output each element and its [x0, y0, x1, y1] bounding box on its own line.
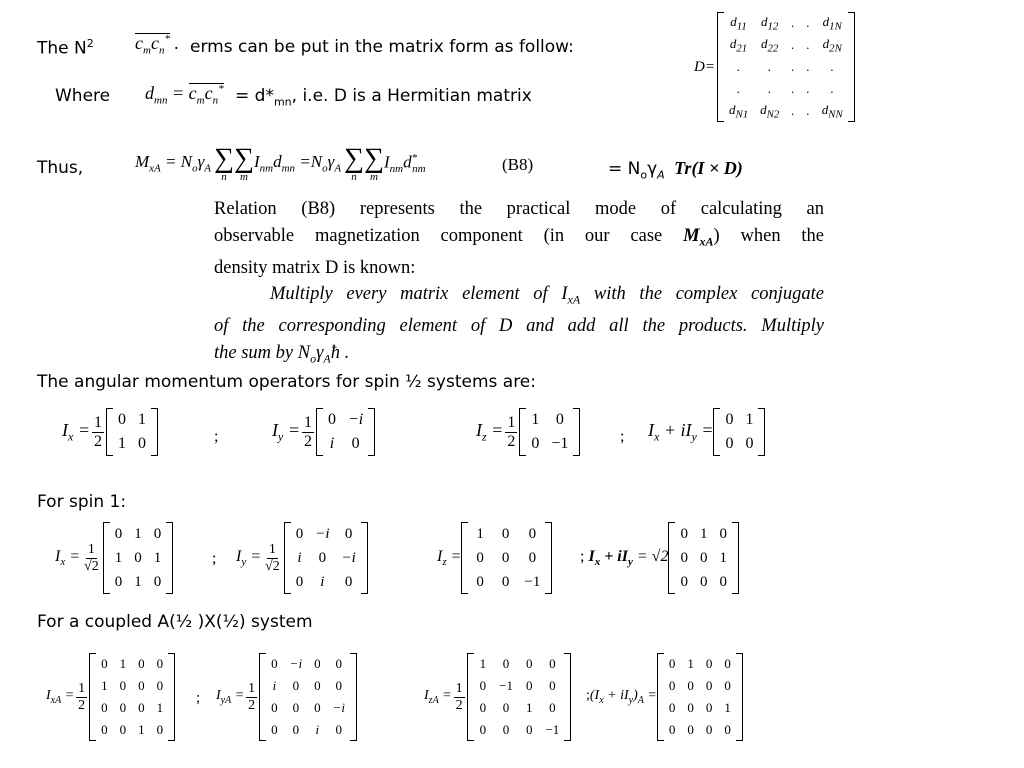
relation-paragraph: Relation (B8) represents the practical mode of calculating an observable magnetization component (in our case $M_{xA}$) when the density matrix D is known: Multiply every matrix element of $I_{xA}$ with the complex conjugate of the corresponding element of D and add all the products. Multiply the sum by $N_o\gamma_Aħ$ .	[214, 199, 824, 366]
iy-half-operator: $I_y$ = $\frac{1}{2}$ 0 −i i 0	[272, 408, 375, 456]
thus-label: Thus,	[37, 158, 84, 178]
where-rhs: = $d*_{mn}$, i.e. D is a Hermitian matrix	[235, 86, 532, 109]
ix-one-operator: $I_x$ = $\frac{1}{√2}$ 0 1 0 1 0 1 0 1 0	[55, 522, 173, 594]
separator: ;	[214, 428, 219, 445]
density-matrix	[694, 12, 855, 122]
separator: ;	[620, 428, 625, 445]
where-label: Where	[55, 86, 111, 106]
separator: ;	[212, 550, 217, 567]
intro-suffix: erms can be put in the matrix form as follow:	[190, 37, 574, 57]
b8-tag: (B8)	[502, 155, 534, 174]
separator: ;	[196, 690, 201, 706]
dmn-formula: $d_{mn} = c_mc_n^*$	[145, 83, 224, 107]
intro-line: The $N^2$	[37, 37, 94, 59]
ixa-operator: $I_{xA}$ = $\frac{1}{2}$ 0 1 0 0 1 0 0 0 0 0 0 1 0 0 1 0	[46, 653, 175, 741]
iza-operator: $I_{zA}$ = $\frac{1}{2}$ 1 0 0 0 0 −1 0 0 0 0 1 0 0 0 0 −1	[424, 653, 571, 741]
d-matrix-label: D=	[694, 58, 715, 75]
iz-one-operator: $I_z$ = 1 0 0 0 0 0 0 0 −1	[437, 522, 552, 594]
iy-one-operator: $I_y$ = $\frac{1}{√2}$ 0 −i 0 i 0 −i 0 i 0	[236, 522, 368, 594]
iya-operator: $I_{yA}$ = $\frac{1}{2}$ 0 −i 0 0 i 0 0 0 0 0 0 −i 0 0 i 0	[216, 653, 357, 741]
trace-formula: = $N_o\gamma_A$ Tr(I × D)	[608, 158, 743, 182]
iplus-one-operator: ; $I_x + iI_y = √2$ 0 1 0 0 0 1 0 0 0	[580, 522, 739, 594]
spin-one-title: For spin 1:	[37, 492, 127, 512]
d-matrix-table: $d_{11}$ $d_{12}$ . . $d_{1N}$ $d_{21}$ $d_{22}$ . . $d_{2N}$ . . . . . . . . . . $d_{N1}$ $d_{N2}$ . . $d_{NN}$	[728, 13, 843, 121]
d-matrix-brackets	[717, 12, 855, 122]
iz-half-operator: $I_z$ = $\frac{1}{2}$ 1 0 0 −1	[476, 408, 580, 456]
coupled-title: For a coupled A(½ )X(½) system	[37, 612, 313, 632]
iplus-half-operator: $I_x + iI_y$ = 0 1 0 0	[648, 408, 765, 456]
cmcn-formula: $c_mc_n^*$ .	[135, 33, 179, 57]
b8-equation: $M_{xA} = N_o\gamma_A$ ∑ n ∑ m $I_{nm}d_{mn} =N_o\gamma_A$ ∑ n ∑ m $I_{nm}d^*_{nm}$	[135, 143, 426, 183]
spin-half-title: The angular momentum operators for spin ½ systems are:	[37, 372, 536, 392]
ix-half-operator: $I_x$ = $\frac{1}{2}$ 0 1 1 0	[62, 408, 158, 456]
iplus-a-operator: $;(I_x + iI_y)_A$ = 0 1 0 0 0 0 0 0 0 0 0 1 0 0 0 0	[586, 653, 743, 741]
